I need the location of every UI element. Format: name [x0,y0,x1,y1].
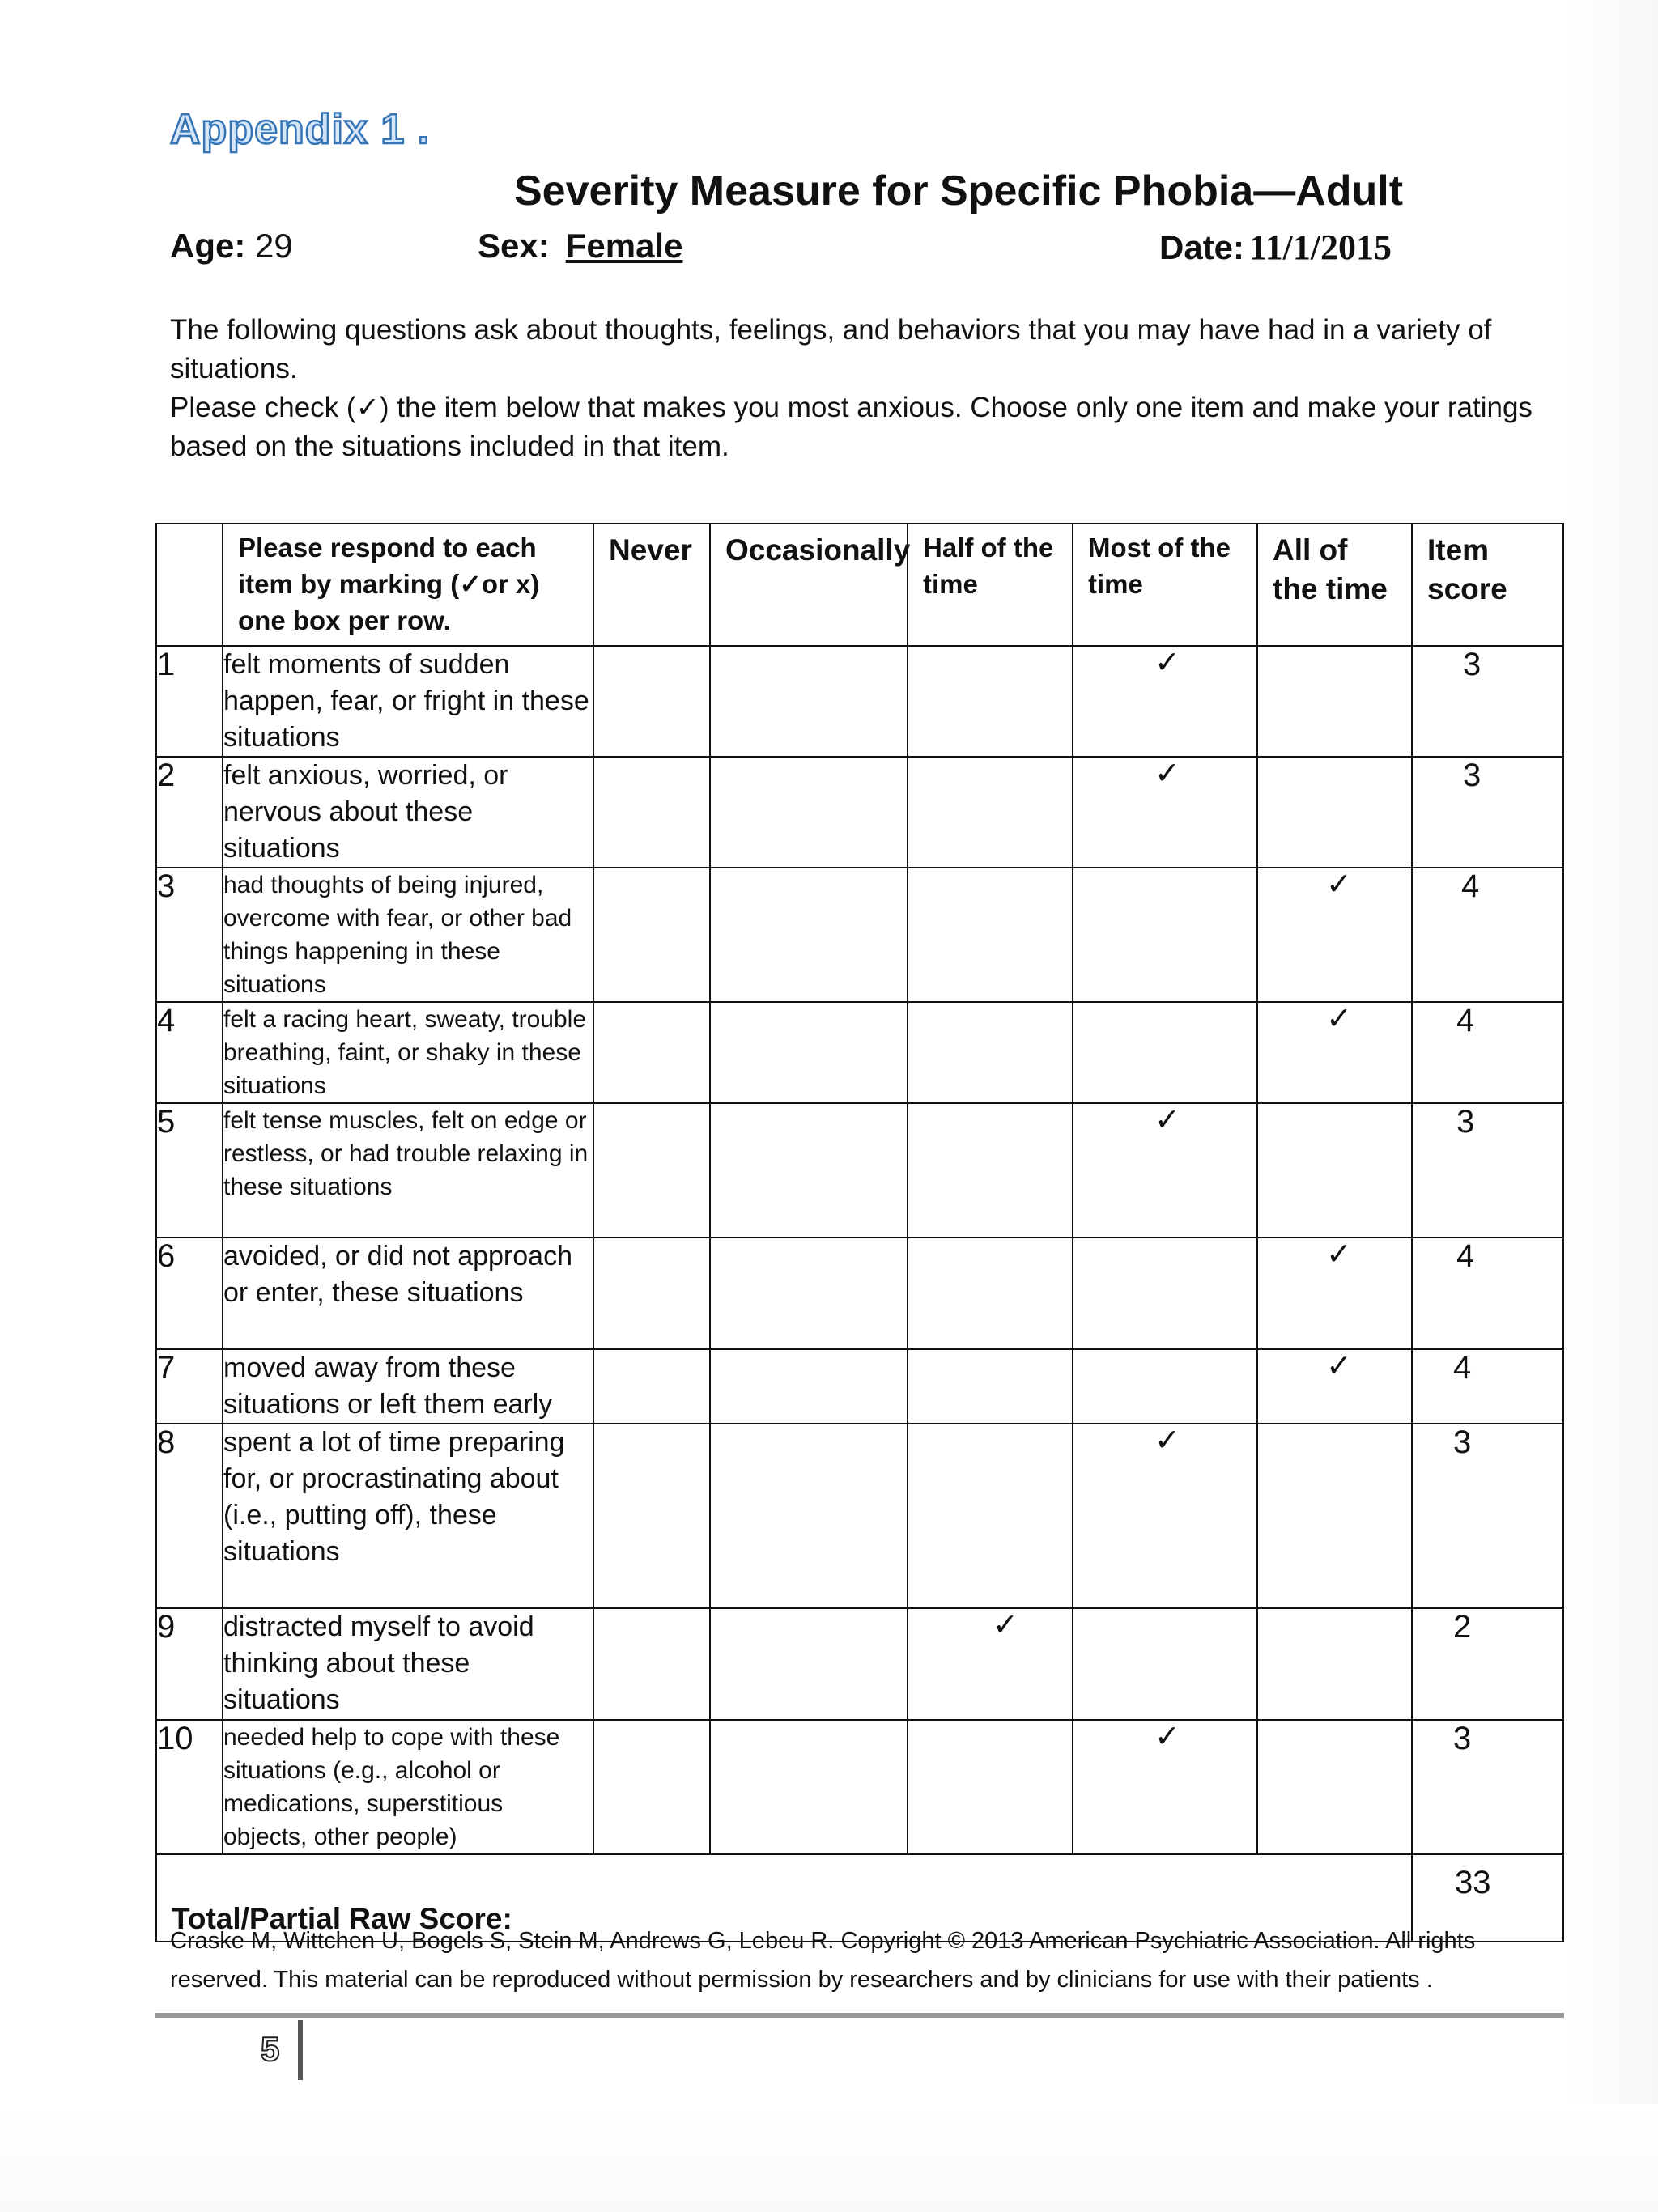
header-most-of-time: Most of the time [1073,524,1257,646]
item-score: 3 [1412,1424,1563,1608]
row-number: 1 [156,646,223,757]
item-text: had thoughts of being injured, overcome with fear, or other bad things happening in these situations [223,868,593,1002]
instructions [170,311,1546,466]
response-cell-half[interactable] [908,757,1073,868]
age-value: 29 [255,227,293,265]
response-cell-never[interactable] [593,1424,710,1608]
response-cell-occasionally[interactable] [710,868,908,1002]
response-cell-most[interactable] [1073,1720,1257,1854]
response-cell-all[interactable] [1257,1238,1412,1349]
sex-field [478,227,682,265]
checkmark-icon: ✓ [1326,868,1352,902]
sex-value: Female [565,227,683,265]
item-score: 4 [1412,1002,1563,1103]
response-cell-all[interactable] [1257,1103,1412,1238]
response-cell-all[interactable] [1257,1608,1412,1720]
response-cell-occasionally[interactable] [710,1002,908,1103]
item-score: 3 [1412,1103,1563,1238]
checkmark-icon: ✓ [1154,646,1180,680]
response-cell-never[interactable] [593,1002,710,1103]
table-row [156,1424,1563,1608]
item-score: 3 [1412,646,1563,757]
page-bottom-shade [0,2104,1658,2212]
table-row [156,1349,1563,1424]
instructions-paragraph-1: The following questions ask about thoughts, feelings, and behaviors that you may have had in a variety of situations. [170,314,1492,384]
response-cell-occasionally[interactable] [710,1424,908,1608]
date-field [1159,227,1392,268]
response-cell-occasionally[interactable] [710,1720,908,1854]
header-item: Please respond to each item by marking (✓or x) one box per row. [223,524,593,646]
response-cell-most[interactable] [1073,646,1257,757]
header-item-score: Item score [1412,524,1563,646]
form-title: Severity Measure for Specific Phobia—Adult [514,168,1404,214]
total-score: 33 [1455,1865,1491,1900]
header-never: Never [593,524,710,646]
total-label: Total/Partial Raw Score: [172,1902,512,1935]
checkmark-icon: ✓ [1326,1349,1352,1383]
row-number: 4 [156,1002,223,1103]
checkmark-icon: ✓ [1154,1720,1180,1754]
checkmark-icon: ✓ [1154,1103,1180,1137]
item-text: moved away from these situations or left them early [223,1349,593,1424]
response-cell-never[interactable] [593,646,710,757]
item-text: spent a lot of time preparing for, or procrastinating about (i.e., putting off), these situations [223,1424,593,1608]
response-cell-half[interactable] [908,1608,1073,1720]
row-number: 8 [156,1424,223,1608]
instructions-paragraph-2: Please check (✓) the item below that makes you most anxious. Choose only one item and make your ratings based on the situations included in that item. [170,392,1533,462]
response-cell-all[interactable] [1257,1002,1412,1103]
phobia-rating-table [155,523,1564,1942]
item-text: distracted myself to avoid thinking about these situations [223,1608,593,1720]
row-number: 2 [156,757,223,868]
checkmark-icon: ✓ [1154,757,1180,791]
response-cell-all[interactable] [1257,1424,1412,1608]
header-all-of-time: All of the time [1257,524,1412,646]
header-half-of-time: Half of the time [908,524,1073,646]
response-cell-half[interactable] [908,1720,1073,1854]
response-cell-half[interactable] [908,1349,1073,1424]
response-cell-most[interactable] [1073,757,1257,868]
response-cell-half[interactable] [908,646,1073,757]
item-text: felt anxious, worried, or nervous about these situations [223,757,593,868]
item-text: felt a racing heart, sweaty, trouble breathing, faint, or shaky in these situations [223,1002,593,1103]
response-cell-never[interactable] [593,1238,710,1349]
item-score: 3 [1412,757,1563,868]
copyright-footnote: Craske M, Wittchen U, Bogels S, Stein M, Andrews G, Lebeu R. Copyright © 2013 American Psychiatric Association. All rights reserved. This material can be reproduced without permission by researchers and by clinicians for use with their patients . [170,1928,1476,1993]
response-cell-all[interactable] [1257,646,1412,757]
response-cell-most[interactable] [1073,1424,1257,1608]
response-cell-never[interactable] [593,1349,710,1424]
table-row [156,757,1563,868]
appendix-heading: Appendix 1 . [170,106,431,153]
table-row [156,1238,1563,1349]
response-cell-all[interactable] [1257,1720,1412,1854]
checkmark-icon: ✓ [1326,1002,1352,1036]
response-cell-never[interactable] [593,1608,710,1720]
response-cell-never[interactable] [593,868,710,1002]
response-cell-occasionally[interactable] [710,1238,908,1349]
row-number: 3 [156,868,223,1002]
response-cell-half[interactable] [908,1103,1073,1238]
response-cell-half[interactable] [908,868,1073,1002]
response-cell-never[interactable] [593,757,710,868]
item-text: felt tense muscles, felt on edge or restless, or had trouble relaxing in these situations [223,1103,593,1238]
response-cell-half[interactable] [908,1002,1073,1103]
response-cell-most[interactable] [1073,1608,1257,1720]
age-label: Age: [170,227,246,265]
response-cell-occasionally[interactable] [710,1349,908,1424]
checkmark-icon: ✓ [993,1608,1018,1642]
date-label: Date: [1159,228,1245,266]
row-number: 10 [156,1720,223,1854]
response-cell-most[interactable] [1073,1238,1257,1349]
item-text: felt moments of sudden happen, fear, or fright in these situations [223,646,593,757]
table-row [156,1103,1563,1238]
sex-label: Sex: [478,227,550,265]
response-cell-half[interactable] [908,1238,1073,1349]
response-cell-never[interactable] [593,1720,710,1854]
item-text: avoided, or did not approach or enter, these situations [223,1238,593,1349]
item-score: 3 [1412,1720,1563,1854]
header-occasionally: Occasionally [710,524,908,646]
page-number: 5 [261,2030,280,2068]
response-cell-half[interactable] [908,1424,1073,1608]
row-number: 5 [156,1103,223,1238]
response-cell-all[interactable] [1257,868,1412,1002]
age-field [170,227,293,265]
response-cell-all[interactable] [1257,757,1412,868]
response-cell-occasionally[interactable] [710,1608,908,1720]
table-row [156,1720,1563,1854]
page-edge-shade [1562,0,1658,2212]
response-cell-never[interactable] [593,1103,710,1238]
response-cell-most[interactable] [1073,1349,1257,1424]
response-cell-occasionally[interactable] [710,646,908,757]
row-number: 7 [156,1349,223,1424]
row-number: 6 [156,1238,223,1349]
item-text: needed help to cope with these situations (e.g., alcohol or medications, superstitious objects, other people) [223,1720,593,1854]
item-score: 4 [1412,1238,1563,1349]
page-number-bar [298,2020,303,2080]
checkmark-icon: ✓ [1154,1424,1180,1458]
row-number: 9 [156,1608,223,1720]
footer-rule [155,2013,1564,2018]
table-row [156,646,1563,757]
table-row [156,868,1563,1002]
item-score: 2 [1412,1608,1563,1720]
header-number [156,524,223,646]
response-cell-most[interactable] [1073,1103,1257,1238]
response-cell-most[interactable] [1073,868,1257,1002]
item-score: 4 [1412,868,1563,1002]
date-value: 11/1/2015 [1249,227,1392,267]
response-cell-occasionally[interactable] [710,757,908,868]
table-row [156,1608,1563,1720]
table-row [156,1002,1563,1103]
item-score: 4 [1412,1349,1563,1424]
checkmark-icon: ✓ [1326,1238,1352,1272]
response-cell-occasionally[interactable] [710,1103,908,1238]
response-cell-all[interactable] [1257,1349,1412,1424]
response-cell-most[interactable] [1073,1002,1257,1103]
